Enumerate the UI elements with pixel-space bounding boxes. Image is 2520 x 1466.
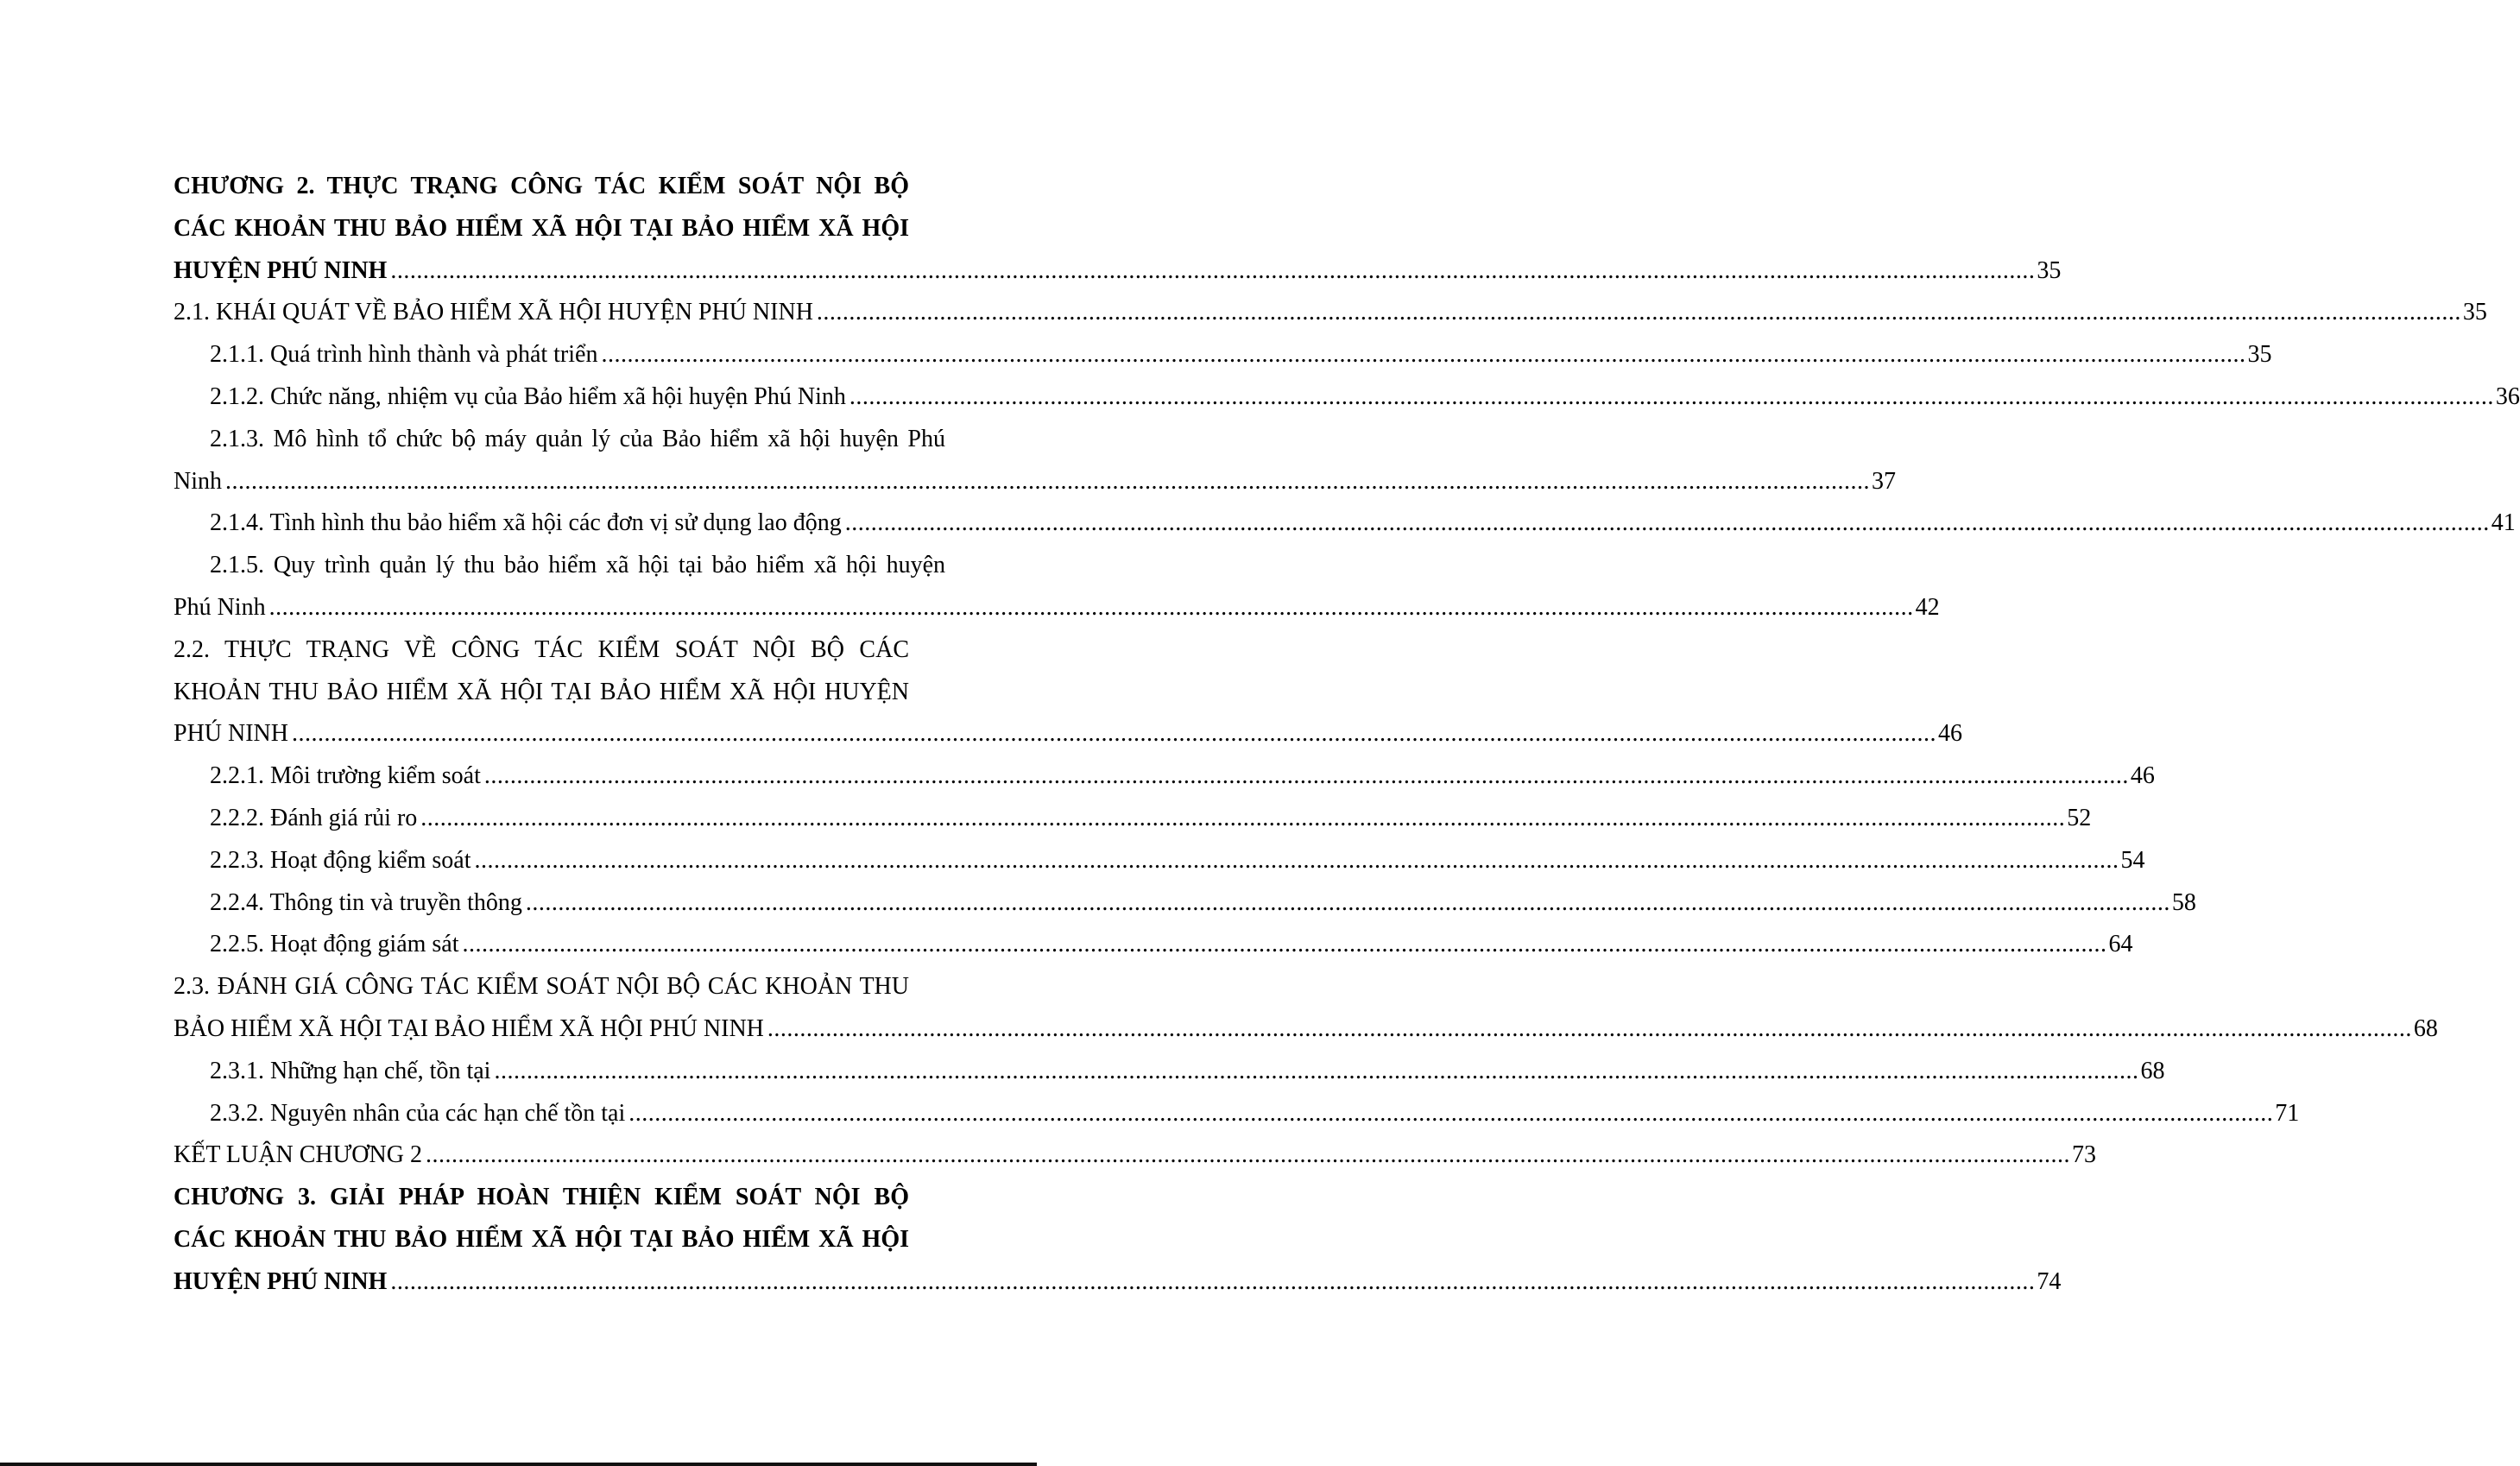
dot-leader (390, 250, 2035, 293)
toc-entry-last-line (174, 924, 2133, 966)
toc-entry-last-line (174, 1261, 2062, 1304)
toc-entry-last-line (174, 1008, 2438, 1051)
dot-leader (269, 587, 1914, 629)
toc-page-number: 35 (2247, 341, 2272, 369)
toc-page-number: 68 (2413, 1014, 2438, 1042)
toc-page-number: 46 (2130, 762, 2155, 790)
toc-entry-s2-1-1[interactable] (174, 334, 2272, 376)
toc-entry-title: 2.3.1. Những hạn chế, tồn tại (210, 1057, 491, 1084)
toc-entry-title: 2.2.4. Thông tin và truyền thông (210, 888, 522, 916)
toc-entry-title: KẾT LUẬN CHƯƠNG 2 (174, 1141, 422, 1169)
toc-entry-title: HUYỆN PHÚ NINH (174, 256, 388, 284)
toc-entry-title: 2.2.2. Đánh giá rủi ro (210, 804, 418, 831)
toc-entry-title: PHÚ NINH (174, 720, 288, 748)
toc-entry-s2-2-2[interactable] (174, 798, 2092, 840)
toc-page-number: 68 (2140, 1057, 2165, 1084)
toc-entry-s2-2[interactable] (174, 629, 1962, 755)
toc-entry-title: 2.1.1. Quá trình hình thành và phát triển (210, 341, 598, 369)
dot-leader (292, 713, 1936, 755)
toc-entry-title: Ninh (174, 467, 222, 495)
dot-leader (225, 461, 1870, 503)
toc-page-number: 74 (2037, 1267, 2062, 1295)
toc-entry-last-line (174, 292, 2487, 334)
toc-page-number: 41 (2491, 509, 2516, 537)
dot-leader (494, 1051, 2138, 1093)
table-of-contents (174, 166, 2520, 1304)
toc-entry-kl2[interactable] (174, 1134, 2096, 1177)
toc-entry-line: CÁC KHOẢN THU BẢO HIỂM XÃ HỘI TẠI BẢO HIỂM XÃ HỘI (174, 1225, 909, 1253)
toc-entry-last-line (174, 376, 2520, 419)
toc-entry-title: HUYỆN PHÚ NINH (174, 1267, 388, 1295)
toc-entry-title: Phú Ninh (174, 593, 266, 621)
toc-entry-last-line (174, 250, 2062, 293)
toc-entry-title: 2.1. KHÁI QUÁT VỀ BẢO HIỂM XÃ HỘI HUYỆN PHÚ NINH (174, 299, 813, 326)
toc-entry-ch2[interactable] (174, 166, 2062, 292)
toc-entry-title: 2.2.3. Hoạt động kiểm soát (210, 846, 471, 874)
toc-page-number: 42 (1915, 593, 1940, 621)
toc-page-number: 58 (2171, 888, 2196, 916)
toc-page-number: 71 (2275, 1099, 2300, 1127)
dot-leader (426, 1134, 2070, 1177)
toc-entry-s2-1-3[interactable] (174, 419, 1896, 503)
dot-leader (390, 1261, 2035, 1304)
toc-page-number: 35 (2037, 256, 2062, 284)
dot-leader (526, 882, 2170, 925)
toc-entry-s2-2-5[interactable] (174, 924, 2133, 966)
toc-entry-line: 2.1.5. Quy trình quản lý thu bảo hiểm xã hội tại bảo hiểm xã hội huyện (210, 552, 945, 579)
toc-entry-s2-1[interactable] (174, 292, 2487, 334)
dot-leader (767, 1008, 2412, 1051)
toc-entry-line: 2.1.3. Mô hình tổ chức bộ máy quản lý của Bảo hiểm xã hội huyện Phú (210, 425, 945, 452)
toc-entry-s2-3-1[interactable] (174, 1051, 2165, 1093)
toc-entry-last-line (174, 502, 2516, 545)
dot-leader (463, 924, 2107, 966)
toc-entry-s2-1-5[interactable] (174, 545, 1940, 629)
toc-entry-title: BẢO HIỂM XÃ HỘI TẠI BẢO HIỂM XÃ HỘI PHÚ NINH (174, 1014, 764, 1042)
toc-entry-line: CHƯƠNG 3. GIẢI PHÁP HOÀN THIỆN KIỂM SOÁT NỘI BỘ (174, 1184, 909, 1211)
toc-entry-line: CHƯƠNG 2. THỰC TRẠNG CÔNG TÁC KIỂM SOÁT NỘI BỘ (174, 173, 909, 199)
toc-entry-s2-1-4[interactable] (174, 502, 2516, 545)
dot-leader (817, 292, 2461, 334)
toc-entry-s2-2-1[interactable] (174, 755, 2155, 798)
toc-entry-last-line (174, 713, 1962, 755)
toc-entry-s2-2-4[interactable] (174, 882, 2196, 925)
toc-entry-line: 2.3. ĐÁNH GIÁ CÔNG TÁC KIỂM SOÁT NỘI BỘ CÁC KHOẢN THU (174, 973, 909, 1001)
dot-leader (601, 334, 2245, 376)
toc-entry-s2-3[interactable] (174, 966, 2438, 1051)
toc-entry-last-line (174, 755, 2155, 798)
toc-entry-title: 2.1.2. Chức năng, nhiệm vụ của Bảo hiểm xã hội huyện Phú Ninh (210, 382, 846, 410)
toc-entry-line: CÁC KHOẢN THU BẢO HIỂM XÃ HỘI TẠI BẢO HIỂM XÃ HỘI (174, 214, 909, 242)
toc-entry-last-line (174, 461, 1896, 503)
toc-page-number: 46 (1938, 720, 1962, 748)
toc-entry-s2-2-3[interactable] (174, 840, 2145, 882)
toc-page-number: 52 (2067, 804, 2092, 831)
toc-entry-last-line (174, 798, 2092, 840)
dot-leader (628, 1093, 2273, 1135)
toc-page-number: 36 (2495, 382, 2520, 410)
page-bottom-edge (0, 1463, 1037, 1466)
dot-leader (420, 798, 2065, 840)
toc-entry-title: 2.2.1. Môi trường kiểm soát (210, 762, 481, 790)
dot-leader (849, 376, 2494, 419)
dot-leader (845, 502, 2490, 545)
toc-entry-s2-3-2[interactable] (174, 1093, 2300, 1135)
toc-page-number: 35 (2462, 299, 2487, 326)
toc-entry-s2-1-2[interactable] (174, 376, 2520, 419)
toc-entry-title: 2.2.5. Hoạt động giám sát (210, 931, 459, 958)
toc-entry-last-line (174, 334, 2272, 376)
toc-page-number: 64 (2108, 931, 2133, 958)
toc-entry-line: KHOẢN THU BẢO HIỂM XÃ HỘI TẠI BẢO HIỂM XÃ HỘI HUYỆN (174, 678, 909, 705)
toc-entry-last-line (174, 587, 1940, 629)
toc-page-number: 54 (2120, 846, 2145, 874)
toc-entry-last-line (174, 1093, 2300, 1135)
toc-entry-last-line (174, 882, 2196, 925)
toc-page-number: 37 (1872, 467, 1896, 495)
toc-entry-title: 2.1.4. Tình hình thu bảo hiểm xã hội các đơn vị sử dụng lao động (210, 509, 842, 537)
toc-entry-last-line (174, 1051, 2165, 1093)
toc-entry-title: 2.3.2. Nguyên nhân của các hạn chế tồn tại (210, 1099, 626, 1127)
dot-leader (484, 755, 2129, 798)
toc-page-number: 73 (2071, 1141, 2096, 1169)
toc-entry-ch3[interactable] (174, 1177, 2062, 1303)
toc-entry-last-line (174, 1134, 2096, 1177)
toc-entry-last-line (174, 840, 2145, 882)
toc-entry-line: 2.2. THỰC TRẠNG VỀ CÔNG TÁC KIỂM SOÁT NỘI BỘ CÁC (174, 635, 909, 663)
dot-leader (475, 840, 2119, 882)
